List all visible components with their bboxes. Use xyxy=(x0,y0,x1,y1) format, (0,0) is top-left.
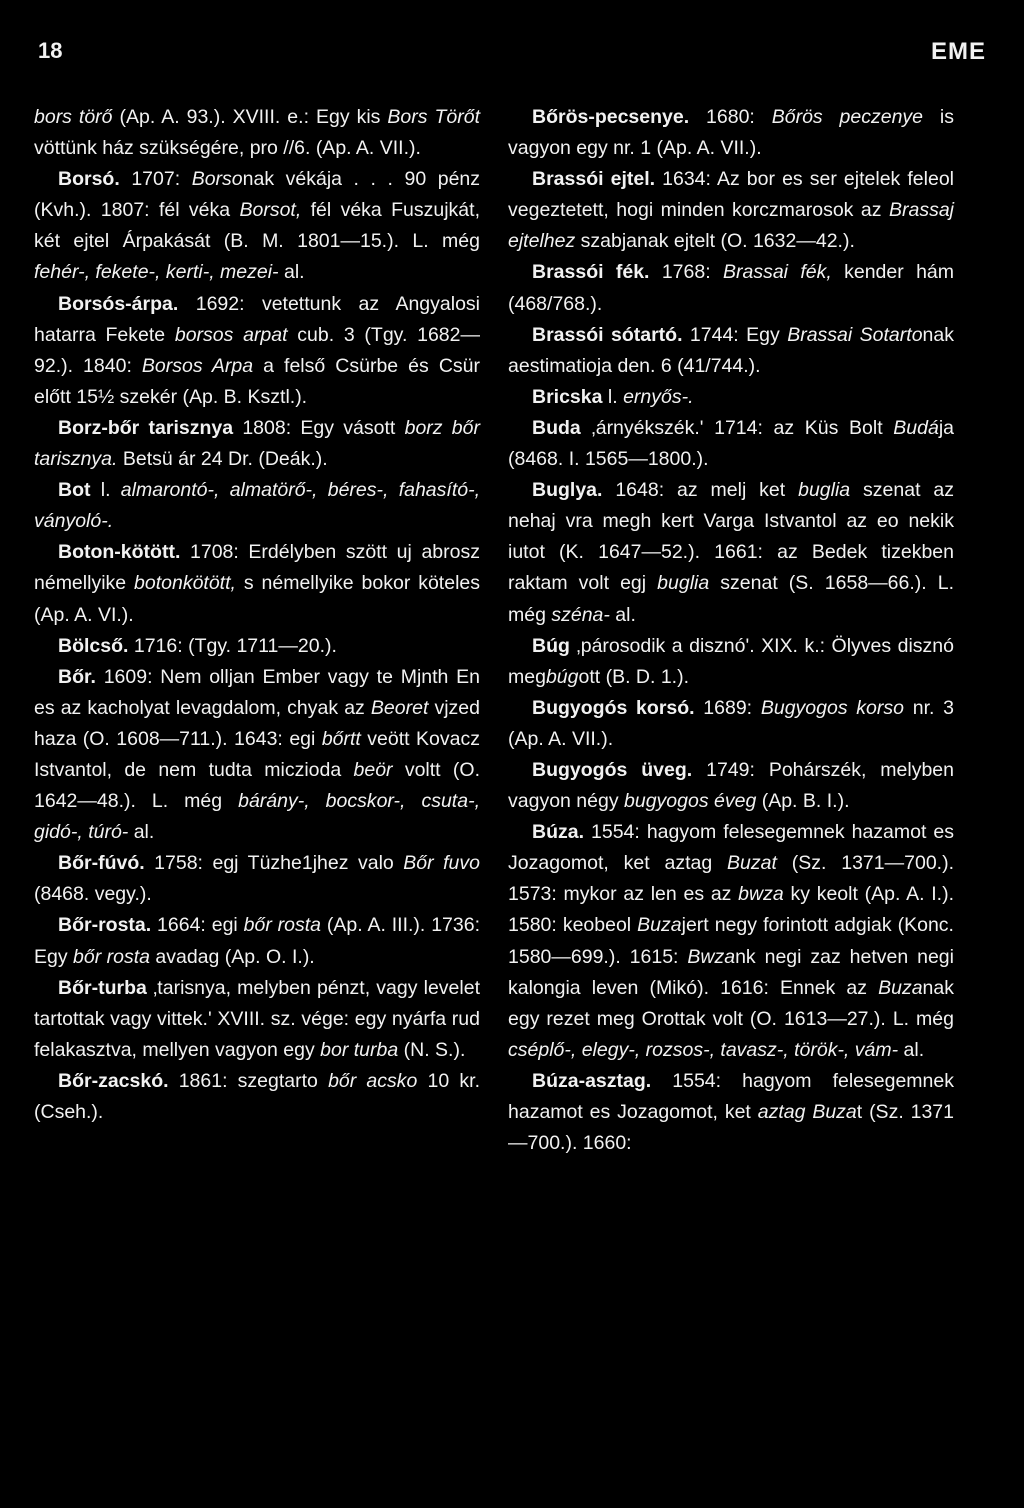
entry-text: (Sz. 1371—700.). 1573: mykor az len es az xyxy=(508,852,954,906)
entry-text: avadag (Ap. O. I.). xyxy=(149,945,315,968)
left-column xyxy=(34,102,480,1128)
dictionary-entry xyxy=(508,1066,954,1159)
entry-text: ott (B. D. 1.). xyxy=(578,665,690,688)
entry-headword: Brassói ejtel. xyxy=(532,168,656,191)
entry-text: 1554: hagyom felesegemnek hazamot es Jozagomot, ket aztag xyxy=(508,821,954,875)
entry-headword: Boton-kötött. xyxy=(58,541,181,564)
entry-text: a felső Csürbe és Csür előtt 15½ szekér (Ap. B. Ksztl.). xyxy=(34,354,480,408)
entry-text: al. xyxy=(278,261,305,284)
entry-italic-text: fehér-, fekete-, kerti-, mezei- xyxy=(34,261,279,284)
entry-italic-text: Buzat xyxy=(727,852,777,875)
entry-italic-text: bőrtt xyxy=(321,727,361,750)
entry-italic-text: aztag Buza xyxy=(757,1101,857,1123)
dictionary-entry xyxy=(508,755,954,817)
entry-italic-text: Bwza xyxy=(687,945,736,968)
entry-italic-text: Bugyogos korso xyxy=(760,696,904,719)
entry-text: al. xyxy=(609,603,636,626)
entry-text: nk negi zaz hetven negi kalongia leven (Mikó). 1616: Ennek az xyxy=(508,945,954,999)
entry-text: (Ap. A. 93.). XVIII. e.: Egy kis xyxy=(112,106,388,128)
entry-italic-text: Borso xyxy=(191,168,243,191)
entry-headword: Bricska xyxy=(532,385,603,408)
entry-text: 1664: egi xyxy=(151,914,244,937)
dictionary-entry xyxy=(34,973,480,1066)
dictionary-entry xyxy=(34,475,480,537)
entry-headword: Bot xyxy=(58,479,91,502)
entry-italic-text: Borsos Arpa xyxy=(141,354,254,377)
entry-italic-text: botonkötött, xyxy=(134,572,236,595)
entry-text: t (Sz. 1371—700.). 1660: xyxy=(508,1101,954,1155)
entry-text: 1744: Egy xyxy=(682,323,788,346)
entry-text: veött Kovacz Istvantol, de nem tudta miczioda xyxy=(34,727,480,781)
right-column xyxy=(508,102,954,1159)
entry-italic-text: bors törő xyxy=(34,106,113,128)
page-number: 18 xyxy=(38,38,63,63)
entry-italic-text: széna- xyxy=(551,603,610,626)
entry-italic-text: Brassaj ejtelhez xyxy=(508,199,954,253)
entry-text: 1758: egj Tüzhe1jhez valo xyxy=(144,852,404,875)
entry-italic-text: bwza xyxy=(738,883,784,906)
entry-text: 1861: szegtarto xyxy=(168,1069,329,1092)
entry-text: 1648: az melj ket xyxy=(602,479,799,502)
dictionary-entry xyxy=(34,662,480,849)
dictionary-entry xyxy=(34,1066,480,1128)
dictionary-entry xyxy=(34,910,480,972)
entry-text: 1749: Pohárszék, melyben vagyon négy xyxy=(508,758,954,813)
entry-headword: Bőr-zacskó. xyxy=(58,1069,169,1092)
entry-text: cub. 3 (Tgy. 1682—92.). 1840: xyxy=(34,323,480,377)
entry-text: (8468. vegy.). xyxy=(34,883,152,906)
entry-text: nak vékája . . . 90 pénz (Kvh.). 1807: fél véka xyxy=(34,168,481,222)
dictionary-entry xyxy=(508,102,954,164)
entry-text: 1609: Nem olljan Ember vagy te Mjnth En es az kacholyat levagdalom, chyak az xyxy=(34,665,480,719)
dictionary-entry xyxy=(34,537,480,630)
entry-headword: Bőr-rosta. xyxy=(58,914,152,937)
dictionary-entry xyxy=(34,413,480,475)
entry-headword: Búza-asztag. xyxy=(532,1069,652,1092)
entry-italic-text: bárány-, bocskor-, csuta-, gidó-, túró- xyxy=(34,790,480,844)
entry-italic-text: Bőr fuvo xyxy=(403,852,480,875)
entry-italic-text: borsos arpat xyxy=(174,323,288,346)
entry-italic-text: cséplő-, elegy-, rozsos-, tavasz-, török-, vám- xyxy=(508,1038,899,1061)
entry-text: 1692: vetettunk az Angyalosi hatarra Fekete xyxy=(34,292,480,346)
entry-text: 1707: xyxy=(119,168,192,191)
entry-italic-text: Brassai fék, xyxy=(722,261,832,284)
entry-text: ‚párosodik a disznó'. XIX. k.: Ölyves disznó meg xyxy=(508,634,954,688)
entry-text: al. xyxy=(128,821,155,844)
entry-text: l. xyxy=(602,385,624,408)
entry-italic-text: Bőrös peczenye xyxy=(771,106,924,128)
entry-text: 1708: Erdélyben szött uj abrosz némellyike xyxy=(34,541,480,595)
entry-text: 1808: Egy vásott xyxy=(233,416,405,439)
entry-italic-text: Borsot, xyxy=(239,199,302,222)
entry-text: 1768: xyxy=(649,261,723,284)
dictionary-entry xyxy=(508,257,954,319)
entry-italic-text: Buza xyxy=(637,914,682,937)
entry-text: kender hám (468/768.). xyxy=(508,261,954,315)
dictionary-entry xyxy=(508,413,954,475)
entry-text: 1634: Az bor es ser ejtelek feleol vegeztetett, hogi minden korczmarosok az xyxy=(508,168,954,222)
entry-text: vjzed haza (O. 1608—711.). 1643: egi xyxy=(34,696,480,750)
entry-text: (Ap. B. I.). xyxy=(756,790,850,813)
dictionary-entry xyxy=(508,475,954,630)
entry-text: nr. 3 (Ap. A. VII.). xyxy=(508,696,954,750)
entry-italic-text: Beoret xyxy=(370,696,429,719)
entry-italic-text: bőr acsko xyxy=(328,1069,418,1092)
dictionary-entry xyxy=(34,102,480,164)
entry-italic-text: bor turba xyxy=(320,1038,399,1061)
entry-text: l. xyxy=(90,479,121,502)
entry-headword: Brassói sótartó. xyxy=(532,323,683,346)
dictionary-entry xyxy=(508,817,954,1066)
entry-italic-text: bugyogos éveg xyxy=(624,790,757,813)
dictionary-entry xyxy=(34,631,480,662)
entry-text: 1554: hagyom felesegemnek hazamot es Jozagomot, ket xyxy=(508,1069,954,1123)
entry-text: jert negy forintott adgiak (Konc. 1580—699.). 1615: xyxy=(508,914,954,968)
entry-headword: Buda xyxy=(532,416,581,439)
entry-italic-text: Budá xyxy=(893,416,939,439)
entry-text: (N. S.). xyxy=(398,1038,466,1061)
page-header xyxy=(38,38,986,78)
entry-text: al. xyxy=(898,1038,925,1061)
entry-italic-text: Brassai Sotarto xyxy=(787,323,923,346)
entry-headword: Bőrös-pecsenye. xyxy=(532,106,690,128)
entry-text: szenat az nehaj vra megh kert Varga Istvantol az eo nekik iutot (K. 1647—52.). 1661: az Bedek tizekben raktam volt egj xyxy=(508,479,955,595)
entry-text: 10 kr. (Cseh.). xyxy=(34,1069,480,1123)
entry-italic-text: buglia xyxy=(798,479,851,502)
entry-headword: Borz-bőr tarisznya xyxy=(58,416,234,439)
entry-headword: Bőr. xyxy=(58,665,96,688)
entry-headword: Borsó. xyxy=(58,168,120,191)
dictionary-entry xyxy=(508,164,954,257)
entry-italic-text: buglia xyxy=(657,572,710,595)
entry-italic-text: almarontó-, almatörő-, béres-, fahasító-, ványoló-. xyxy=(34,479,480,533)
entry-text: is vagyon egy nr. 1 (Ap. A. VII.). xyxy=(508,106,955,160)
entry-italic-text: ernyős-. xyxy=(623,385,694,408)
entry-text: ja (8468. I. 1565—1800.). xyxy=(508,416,954,471)
entry-italic-text: beör xyxy=(353,758,393,781)
entry-headword: Borsós-árpa. xyxy=(58,292,179,315)
entry-text: szabjanak ejtelt (O. 1632—42.). xyxy=(575,230,855,253)
entry-headword: Buglya. xyxy=(532,479,603,502)
entry-text: 1716: (Tgy. 1711—20.). xyxy=(128,634,337,657)
entry-text: 1689: xyxy=(694,696,761,719)
entry-text: ‚tarisnya, melyben pénzt, vagy levelet tartottak vagy vittek.' XVIII. sz. vége: egy nyárfa rud felakasztva, mellyen vagyon egy xyxy=(34,976,480,1061)
entry-text: Betsü ár 24 Dr. (Deák.). xyxy=(117,448,328,471)
entry-headword: Bőr-fúvó. xyxy=(58,852,145,875)
entry-text: (Ap. A. III.). 1736: Egy xyxy=(34,914,480,968)
entry-headword: Brassói fék. xyxy=(532,261,650,284)
entry-text: 1680: xyxy=(689,106,772,128)
entry-italic-text: Buza xyxy=(878,976,923,999)
dictionary-entry xyxy=(508,382,954,413)
entry-headword: Bugyogós üveg. xyxy=(532,758,693,781)
entry-text: vöttünk ház szükségére, pro //6. (Ap. A. VII.). xyxy=(34,137,421,160)
dictionary-entry xyxy=(508,693,954,755)
running-head: EME xyxy=(930,38,986,65)
entry-headword: Búza. xyxy=(532,821,585,844)
entry-headword: Bugyogós korsó. xyxy=(532,696,695,719)
entry-headword: Bőr-turba xyxy=(58,976,147,999)
entry-italic-text: búg xyxy=(545,665,579,688)
dictionary-entry xyxy=(508,631,954,693)
dictionary-entry xyxy=(508,320,954,382)
dictionary-entry xyxy=(34,289,480,413)
entry-text: s némellyike bokor köteles (Ap. A. VI.). xyxy=(34,572,480,626)
entry-text: voltt (O. 1642—48.). L. még xyxy=(34,758,480,813)
entry-text: szenat (S. 1658—66.). L. még xyxy=(508,572,955,626)
entry-headword: Bölcső. xyxy=(58,634,129,657)
entry-italic-text: borz bőr tarisznya. xyxy=(34,416,480,471)
entry-text: ‚árnyékszék.' 1714: az Küs Bolt xyxy=(580,416,894,439)
dictionary-entry xyxy=(34,164,480,288)
entry-headword: Búg xyxy=(532,634,570,657)
entry-italic-text: Bors Törőt xyxy=(387,106,480,128)
entry-italic-text: bőr rosta xyxy=(243,914,322,937)
dictionary-entry xyxy=(34,848,480,910)
entry-text: nak aestimatioja den. 6 (41/744.). xyxy=(508,323,954,377)
entry-italic-text: bőr rosta xyxy=(73,945,150,968)
entry-text: fél véka Fuszujkát, két ejtel Árpakását (B. M. 1801—15.). L. még xyxy=(34,199,480,253)
entry-text: ky keolt (Ap. A. I.). 1580: keobeol xyxy=(508,883,954,937)
entry-text: nak egy rezet meg Orottak volt (O. 1613—27.). L. még xyxy=(508,976,954,1030)
